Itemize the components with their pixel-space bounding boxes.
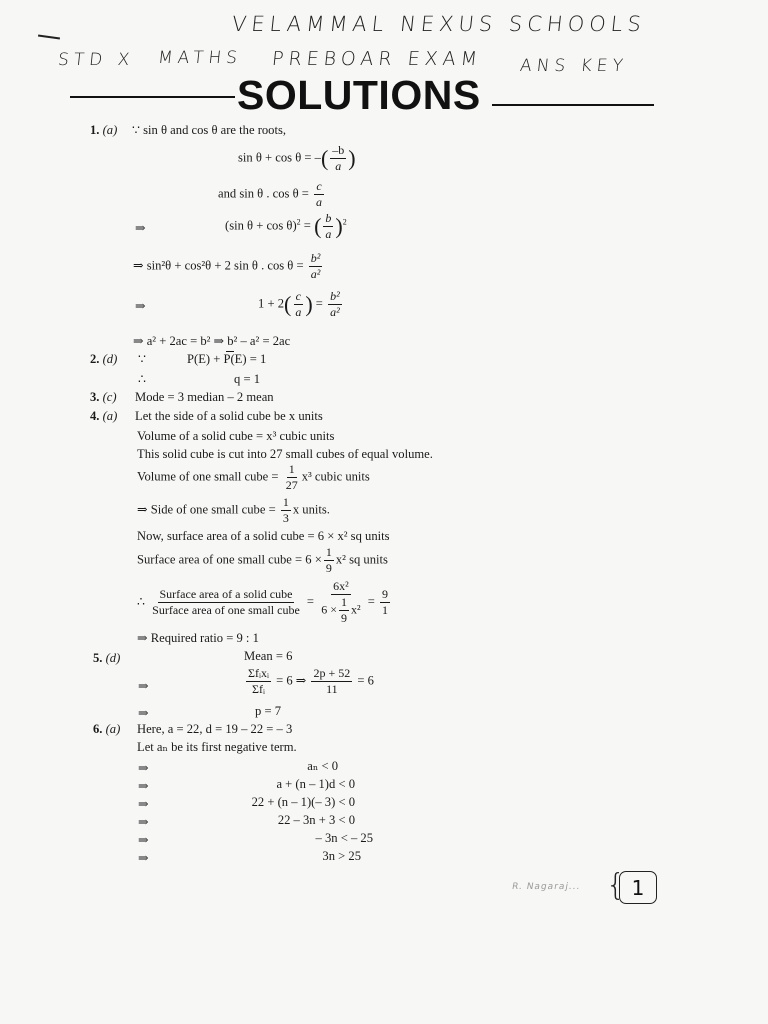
q6-row-6: 3n > 25 [322, 849, 361, 863]
q6-arrow-5: ⇒ [138, 833, 149, 847]
q6-number: 6. (a) [93, 722, 121, 736]
q1-line-1: ∵ sin θ and cos θ are the roots, [132, 123, 287, 137]
q1-line-7: ⇒ a² + 2ac = b² ⇒ b² – a² = 2ac [133, 334, 291, 348]
q5-line-2: $\frac{\text{Σfᵢxᵢ}}{\text{Σfᵢ}}$ = 6 ⇒ $\frac{2p + 52}{11}$ = 6 [248, 666, 374, 697]
q1-line-3: and sin θ . cos θ = $\frac{c}{a}$ [218, 179, 323, 210]
q1-line-5: ⇒ sin²θ + cos²θ + 2 sin θ . cos θ = $\frac{\text{b²}}{\text{a²}}$ [133, 251, 321, 282]
q2-number: 2. (d) [90, 352, 118, 366]
header-dash [38, 34, 60, 39]
q1-line-4: (sin θ + cos θ)$^2$ = ( $\frac{b}{a}$ )$^2$ [225, 211, 347, 242]
q1-arrow-4: ⇒ [135, 221, 146, 235]
banner-rule-left [70, 96, 235, 98]
q2-line-2: q = 1 [234, 372, 260, 386]
class-label: STD X [56, 50, 136, 70]
q4-line-9: ⇒ Required ratio = 9 : 1 [137, 631, 259, 645]
q4-line-8: ∴ $\frac{\text{Surface area of a solid cube}}{\text{Surface area of one small cube}}$ = 6x² 6 × $\frac{1}{9}$ x² = $\frac{9}{1}$ [137, 579, 388, 626]
q5-arrow-3: ⇒ [138, 706, 149, 720]
q1-line-6: 1 + 2( $\frac{c}{a}$ ) = $\frac{\text{b²}}{\text{a²}}$ [258, 289, 340, 320]
q6-arrow-3: ⇒ [138, 797, 149, 811]
q4-line-4: Volume of one small cube = $\frac{1}{27}$ x³ cubic units [137, 462, 370, 493]
q2-line-1: P(E) + P(E) = 1 [187, 352, 267, 366]
q5-line-1: Mean = 6 [244, 649, 293, 663]
q6-arrow-4: ⇒ [138, 815, 149, 829]
q4-number: 4. (a) [90, 409, 118, 423]
q6-line-2: Let aₙ be its first negative term. [137, 740, 297, 754]
page-brace: { [606, 868, 626, 903]
q6-arrow-2: ⇒ [138, 779, 149, 793]
q5-number: 5. (d) [93, 651, 121, 665]
q4-line-7: Surface area of one small cube = 6 × $\frac{1}{9}$ x² sq units [137, 545, 388, 576]
q4-line-3: This solid cube is cut into 27 small cubes of equal volume. [137, 447, 433, 461]
q1-arrow-6: ⇒ [135, 299, 146, 313]
exam-label: PREBOAR EXAM [270, 48, 484, 70]
q5-arrow-2: ⇒ [138, 679, 149, 693]
q2-because: ∵ [138, 352, 147, 366]
q4-line-1: Let the side of a solid cube be x units [135, 409, 323, 423]
q6-line-1: Here, a = 22, d = 19 – 22 = – 3 [137, 722, 293, 736]
q6-row-3: 22 + (n – 1)(– 3) < 0 [251, 795, 355, 809]
q4-line-6: Now, surface area of a solid cube = 6 × x² sq units [137, 529, 390, 543]
footer-scribble: R. Nagaraj... [511, 882, 582, 892]
answer-key-label: ANS KEY [518, 56, 629, 76]
subject-label: MATHS [156, 48, 243, 68]
page-number: 1 [619, 871, 657, 904]
q6-arrow-6: ⇒ [138, 851, 149, 865]
q6-row-1: aₙ < 0 [307, 759, 338, 773]
q3-line-1: Mode = 3 median – 2 mean [135, 390, 274, 404]
q1-number: 1. (a) [90, 123, 118, 137]
banner-rule-right [492, 104, 654, 106]
q6-row-5: – 3n < – 25 [315, 831, 373, 845]
solutions-banner: SOLUTIONS [237, 72, 481, 118]
q6-arrow-1: ⇒ [138, 761, 149, 775]
q2-therefore: ∴ [138, 372, 147, 386]
school-name: VELAMMAL NEXUS SCHOOLS [230, 12, 648, 36]
q3-number: 3. (c) [90, 390, 117, 404]
q4-line-2: Volume of a solid cube = x³ cubic units [137, 429, 335, 443]
q2-complement-bar [226, 351, 234, 352]
q6-row-2: a + (n – 1)d < 0 [276, 777, 355, 791]
q1-line-2: sin θ + cos θ = –( $\frac{-b}{a}$ ) [238, 143, 356, 174]
q6-row-4: 22 – 3n + 3 < 0 [277, 813, 355, 827]
q4-line-5: ⇒ Side of one small cube = $\frac{1}{3}$ x units. [137, 495, 330, 526]
q5-line-3: p = 7 [255, 704, 281, 718]
